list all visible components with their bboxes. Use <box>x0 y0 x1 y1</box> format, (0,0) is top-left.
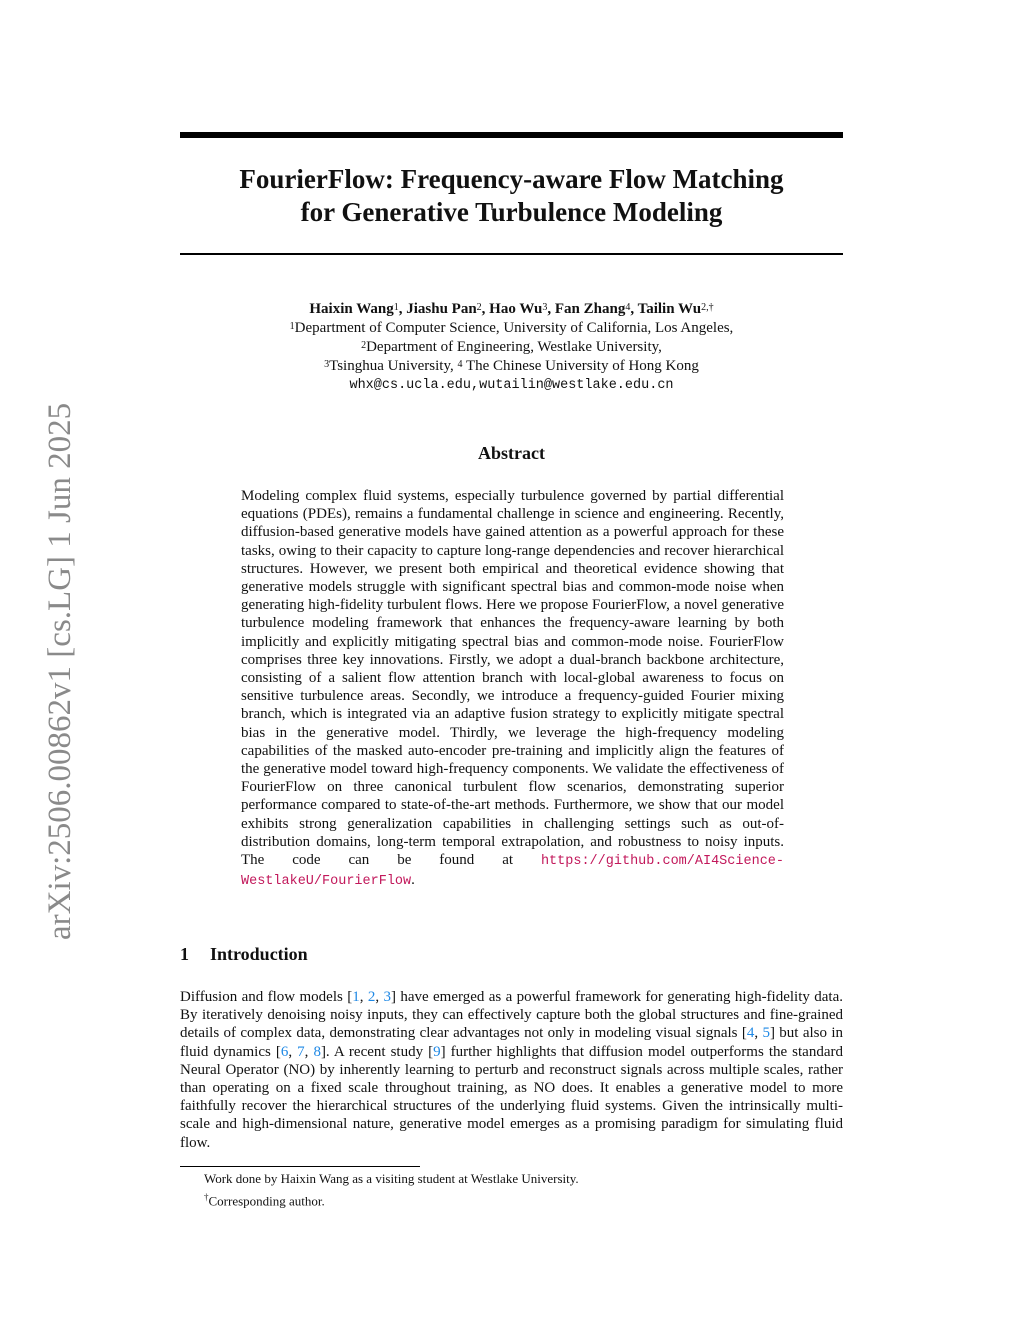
title-line-2: for Generative Turbulence Modeling <box>300 197 723 227</box>
author: Hao Wu$^3$ <box>489 301 548 317</box>
title-line-1: FourierFlow: Frequency-aware Flow Matching <box>239 164 784 194</box>
footnotes <box>180 1170 843 1210</box>
citation-link[interactable]: 4 <box>746 1025 755 1042</box>
paper-title <box>180 163 843 229</box>
citation-link[interactable]: 5 <box>762 1025 770 1042</box>
author: Haixin Wang$^1$ <box>309 301 399 317</box>
citation-link[interactable]: 3 <box>383 989 391 1005</box>
author: Tailin $Wu^{2,\dagger}$ <box>637 301 714 317</box>
code-link[interactable]: https://github.com/AI4Science-WestlakeU/FourierFlow <box>241 854 784 890</box>
title-bottom-rule <box>180 253 843 255</box>
footnote-rule <box>180 1166 420 1167</box>
author-block <box>180 300 843 395</box>
arxiv-identifier: arXiv:2506.00862v1 [cs.LG] 1 Jun 2025 <box>42 402 78 940</box>
affiliation: $^2$Department of Engineering, Westlake University, <box>361 339 662 355</box>
section-number: 1 <box>180 944 189 964</box>
abstract-body: Modeling complex fluid systems, especially turbulence governed by partial differential equations (PDEs), remains a fundamental challenge in science and engineering. Recently, diffusion-based generative models have gained attention as a powerful approach for these tasks, owing to their capacity to capture long-range dependencies and recover hierarchical structures. However, we present both empirical and theoretical evidence showing that generative models struggle with significant spectral bias and common-mode noise when generating high-fidelity turbulent flows. Here we propose FourierFlow, a novel generative turbulence modeling framework that enhances the frequency-aware learning by both implicitly and explicitly mitigating spectral bias and common-mode noise. FourierFlow comprises three key innovations. Firstly, we adopt a dual-branch backbone architecture, consisting of a salient flow attention branch with local-global awareness to focus on sensitive turbulence areas. Secondly, we introduce a frequency-guided Fourier mixing branch, which is integrated via an adaptive fusion strategy to explicitly mitigate spectral bias in the generative model. Thirdly, we leverage the high-frequency modeling capabilities of the masked auto-encoder pre-training and implicitly align the features of the generative model toward high-frequency components. We validate the effectiveness of FourierFlow on three canonical turbulent flow scenarios, demonstrating superior performance compared to state-of-the-art methods. Furthermore, we show that our model exhibits strong generalization capabilities in challenging settings such as out-of-distribution domains, long-term temporal extrapolation, and robustness to noisy inputs. The code can be found at https://github.com/AI4Science-WestlakeU/FourierFlow. <box>241 488 784 890</box>
abstract-heading: Abstract <box>478 443 545 463</box>
author-emails[interactable]: whx@cs.ucla.edu,wutailin@westlake.edu.cn <box>349 378 674 393</box>
affiliation: $^1$Department of Computer Science, University of California, Los Angeles, <box>289 320 734 336</box>
section-title: Introduction <box>210 944 308 964</box>
author: Jiashu Pan$^2$ <box>406 301 482 317</box>
citation-link[interactable]: 2 <box>367 989 376 1005</box>
affiliation: $^3$Tsinghua University, $^4$ The Chinese University of Hong Kong <box>324 358 699 374</box>
author-list: Haixin Wang$^1$, Jiashu Pan$^2$, Hao Wu$^3$, Fan Zhang$^4$, Tailin $Wu^{2,\dagger}$ <box>309 301 714 317</box>
citation-link[interactable]: 9 <box>433 1043 441 1060</box>
footnote-corresponding: †Corresponding author. <box>204 1192 325 1209</box>
citation-link[interactable]: 7 <box>297 1043 305 1060</box>
citation-link[interactable]: 1 <box>352 989 360 1005</box>
section-heading-introduction <box>180 944 843 965</box>
title-top-rule <box>180 132 843 138</box>
citation-link[interactable]: 8 <box>313 1043 321 1060</box>
author: Fan Zhang$^4$ <box>554 301 631 317</box>
citation-link[interactable]: 6 <box>280 1043 289 1060</box>
footnote-work-done: Work done by Haixin Wang as a visiting student at Westlake University. <box>204 1171 579 1186</box>
introduction-paragraph: Diffusion and flow models [1, 2, 3] have emerged as a powerful framework for generating high-fidelity data. By iteratively denoising noisy inputs, they can effectively capture both the global structures and fine-grained details of complex data, demonstrating clear advantages not only in modeling visual signals [4, 5] but also in fluid dynamics [6, 7, 8]. A recent study [9] further highlights that diffusion model outperforms the standard Neural Operator (NO) by inherently learning to perturb and reconstruct signals across multiple scales, rather than operating on a fixed scale throughout training, as NO does. It enables a generative model to more faithfully recover the hierarchical structures of the underlying fluid systems. Given the intrinsically multi-scale and high-dimensional nature, generative model emerges as a promising paradigm for simulating fluid flow. <box>180 989 843 1151</box>
